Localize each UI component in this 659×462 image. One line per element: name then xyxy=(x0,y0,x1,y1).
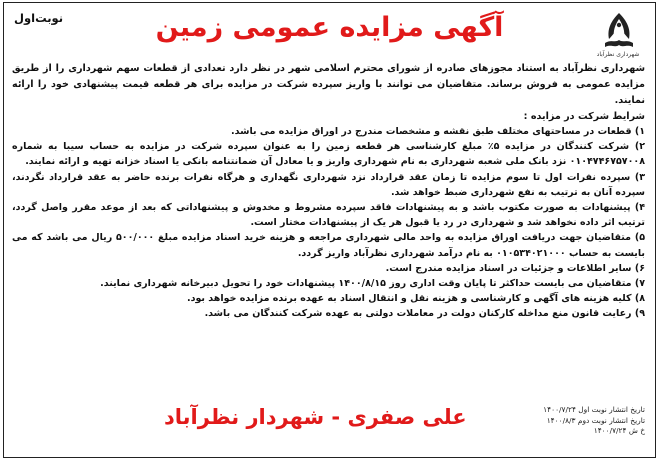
signature: علی صفری - شهردار نظرآباد xyxy=(164,405,467,429)
publication-dates xyxy=(543,405,645,437)
condition-item: ۴) پیشنهادات به صورت مکتوب باشد و به پیشنهادات فاقد سپرده مشروط و مخدوش و پیشنهاداتی که بعد از موعد مقرر واصل گردد، ترتیب اثر داده نخواهد شد و شهرداری در رد یا قبول هر یک از پیشنهادات مختار است. xyxy=(12,202,645,229)
page-title: آگهی مزایده عمومی زمین xyxy=(155,12,504,43)
logo-caption: شهرداری نظرآباد xyxy=(596,51,640,58)
condition-item: ۳) سپرده نفرات اول تا سوم مزایده تا زمان عقد قرارداد نزد شهرداری نگهداری و هرگاه نفرات برنده حاضر به عقد قرارداد نگردند، سپرده آنان به ترتیب به نفع شهرداری ضبط خواهد شد. xyxy=(12,171,645,198)
condition-item: ۷) متقاضیان می بایست حداکثر تا پایان وقت اداری روز ۱۴۰۰/۸/۱۵ پیشنهادات خود را تحویل دبیرخانه شهرداری نمایند. xyxy=(100,278,645,290)
date-line: تاریخ انتشار نوبت دوم ۱۴۰۰/۸/۳ xyxy=(546,415,645,425)
intro-paragraph: شهرداری نظرآباد به استناد مجوزهای صادره از شورای محترم اسلامی شهر در نظر دارد تعدادی از قطعات سهم شهرداری را از طریق مزایده عمومی به فروش برساند. متقاضیان می توانند با واریز سپرده شرکت در مزایده برای هر قطعه قیمت پیشنهادی خود را ارائه نمایند. xyxy=(12,63,645,106)
conditions-list xyxy=(12,124,645,322)
ad-body xyxy=(12,61,645,322)
edition-label: نوبت‌اول xyxy=(14,11,64,25)
condition-item: ۵) متقاضیان جهت دریافت اوراق مزایده به واحد مالی شهرداری مراجعه و هزینه خرید اسناد مزایده مبلغ ۵۰۰/۰۰۰ ریال می باشد که می بایست به حساب ۰۱۰۵۳۴۰۲۱۰۰۰ به نام درآمد شهرداری نظرآباد واریز گردد. xyxy=(12,232,645,259)
advertisement-page xyxy=(3,2,656,458)
condition-item: ۸) کلیه هزینه های آگهی و کارشناسی و هزینه نقل و انتقال اسناد به عهده برنده مزایده خواهد بود. xyxy=(186,293,645,305)
condition-item: ۹) رعایت قانون منع مداخله کارکنان دولت در معاملات دولتی به عهده شرکت کنندگان می باشد. xyxy=(204,308,645,320)
condition-item: ۱) قطعات در مساحتهای مختلف طبق نقشه و مشخصات مندرج در اوراق مزایده می باشد. xyxy=(231,126,645,137)
condition-item: ۶) سایر اطلاعات و جزئیات در اسناد مزایده مندرج است. xyxy=(385,262,645,274)
header xyxy=(4,3,655,61)
date-line: خ ش ۱۴۰۰/۷/۲۴ xyxy=(593,426,645,435)
conditions-heading: شرایط شرکت در مزایده : xyxy=(523,111,645,122)
condition-item: ۲) شرکت کنندگان در مزایده ۵٪ مبلغ کارشناسی هر قطعه زمین را به عنوان سپرده شرکت در مزایده به حساب سیبا به شماره ۰۱۰۴۷۴۶۷۵۷۰۰۸ نزد بانک ملی شعبه شهرداری به نام شهرداری واریز و یا معادل آن ضمانتنامه بانکی یا اسناد خزانه تهیه و ارائه نمایند. xyxy=(12,141,645,168)
date-line: تاریخ انتشار نوبت اول ۱۴۰۰/۷/۲۴ xyxy=(543,405,645,414)
